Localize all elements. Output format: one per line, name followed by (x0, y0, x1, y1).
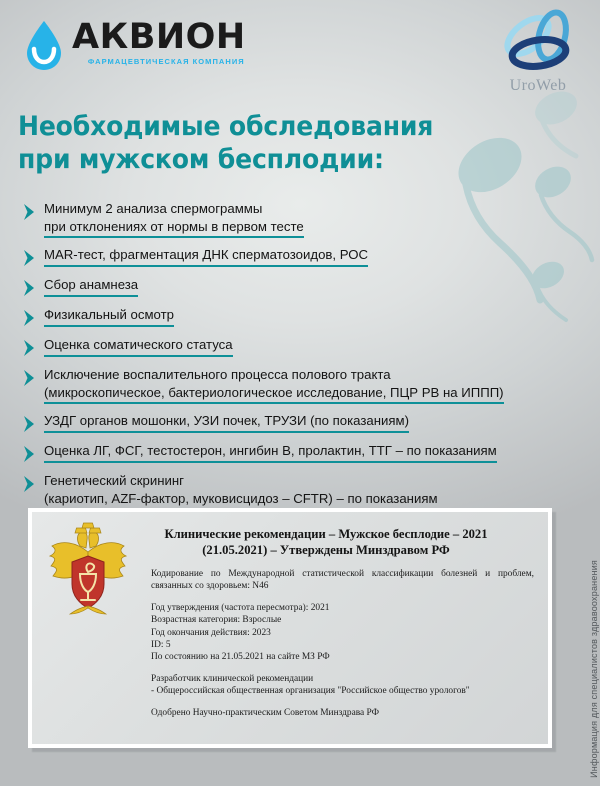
chevron-right-icon (22, 368, 37, 388)
checklist-item (22, 366, 582, 404)
document-meta-line: ID: 5 (151, 640, 171, 651)
checklist-item-text (44, 412, 582, 433)
checklist-item-line: Генетический скрининг (44, 473, 184, 488)
document-meta-line: Возрастная категория: Взрослые (151, 615, 282, 626)
checklist-item-text (44, 276, 582, 297)
document-developer-line: Разработчик клинической рекомендации (151, 673, 314, 684)
document-title-line-1: Клинические рекомендации – Мужское бесплодие – 2021 (164, 527, 488, 541)
checklist-item-line: MAR-тест, фрагментация ДНК сперматозоидов, РОС (44, 246, 368, 267)
checklist-item (22, 472, 582, 510)
examination-checklist (22, 200, 582, 518)
page-title-line-2: при мужском бесплодии: (18, 144, 384, 175)
document-developer-line: - Общероссийская общественная организация "Российское общество урологов" (151, 686, 470, 697)
checklist-item-line: (кариотип, AZF-фактор, муковисцидоз – CFTR) – по показаниям (44, 490, 438, 511)
document-body (151, 568, 534, 719)
checklist-item (22, 200, 582, 238)
document-meta-list (151, 602, 534, 664)
chevron-right-icon (22, 414, 37, 434)
document-meta-line: По состоянию на 21.05.2021 на сайте МЗ РФ (151, 652, 330, 663)
checklist-item-line: Физикальный осмотр (44, 306, 174, 327)
side-disclaimer-text: Информация для специалистов здравоохранения (589, 560, 599, 778)
chevron-right-icon (22, 248, 37, 268)
russian-ministry-of-health-emblem-icon (46, 522, 130, 618)
checklist-item-line: (микроскопическое, бактериологическое исследование, ПЦР РВ на ИППП) (44, 384, 504, 405)
checklist-item (22, 336, 582, 358)
chevron-right-icon (22, 474, 37, 494)
checklist-item-text (44, 336, 582, 357)
chevron-right-icon (22, 338, 37, 358)
document-approval-line: Одобрено Научно-практическим Советом Минздрава РФ (151, 707, 380, 718)
checklist-item-line: Исключение воспалительного процесса полового тракта (44, 367, 391, 382)
chevron-right-icon (22, 278, 37, 298)
uroweb-wordmark: UroWeb (509, 77, 567, 94)
checklist-item-line: Оценка соматического статуса (44, 336, 233, 357)
page-title-line-1: Необходимые обследования (18, 111, 434, 142)
interlocking-rings-icon (492, 6, 584, 80)
document-title (118, 526, 534, 558)
checklist-item-text (44, 306, 582, 327)
checklist-item (22, 442, 582, 464)
aqvion-wordmark: АКВИОН (72, 17, 246, 57)
document-meta-line: Год окончания действия: 2023 (151, 627, 271, 638)
checklist-item-text (44, 200, 582, 238)
page-title (18, 110, 448, 176)
checklist-item (22, 246, 582, 268)
checklist-item-text (44, 366, 582, 404)
checklist-item (22, 306, 582, 328)
aqvion-logo (24, 18, 246, 72)
clinical-recommendation-document (28, 508, 552, 748)
checklist-item-line: Сбор анамнеза (44, 276, 138, 297)
checklist-item (22, 412, 582, 434)
checklist-item (22, 276, 582, 298)
water-drop-smile-icon (24, 20, 64, 72)
chevron-right-icon (22, 308, 37, 328)
document-title-line-2: (21.05.2021) – Утверждены Минздравом РФ (202, 543, 450, 557)
document-developer-block (151, 673, 534, 698)
chevron-right-icon (22, 202, 37, 222)
checklist-item-text (44, 472, 582, 510)
checklist-item-line: при отклонениях от нормы в первом тесте (44, 218, 304, 239)
checklist-item-text (44, 442, 582, 463)
checklist-item-text (44, 246, 582, 267)
uroweb-logo (492, 6, 584, 98)
chevron-right-icon (22, 444, 37, 464)
checklist-item-line: Минимум 2 анализа спермограммы (44, 201, 263, 216)
checklist-item-line: УЗДГ органов мошонки, УЗИ почек, ТРУЗИ (по показаниям) (44, 412, 409, 433)
aqvion-tagline: ФАРМАЦЕВТИЧЕСКАЯ КОМПАНИЯ (87, 57, 245, 66)
poster-header (0, 0, 600, 104)
document-coding-paragraph: Кодирование по Международной статистической классификации болезней и проблем, связанных со здоровьем: N46 (151, 569, 534, 592)
checklist-item-line: Оценка ЛГ, ФСГ, тестостерон, ингибин В, пролактин, ТТГ – по показаниям (44, 442, 497, 463)
document-meta-line: Год утверждения (частота пересмотра): 2021 (151, 602, 330, 613)
